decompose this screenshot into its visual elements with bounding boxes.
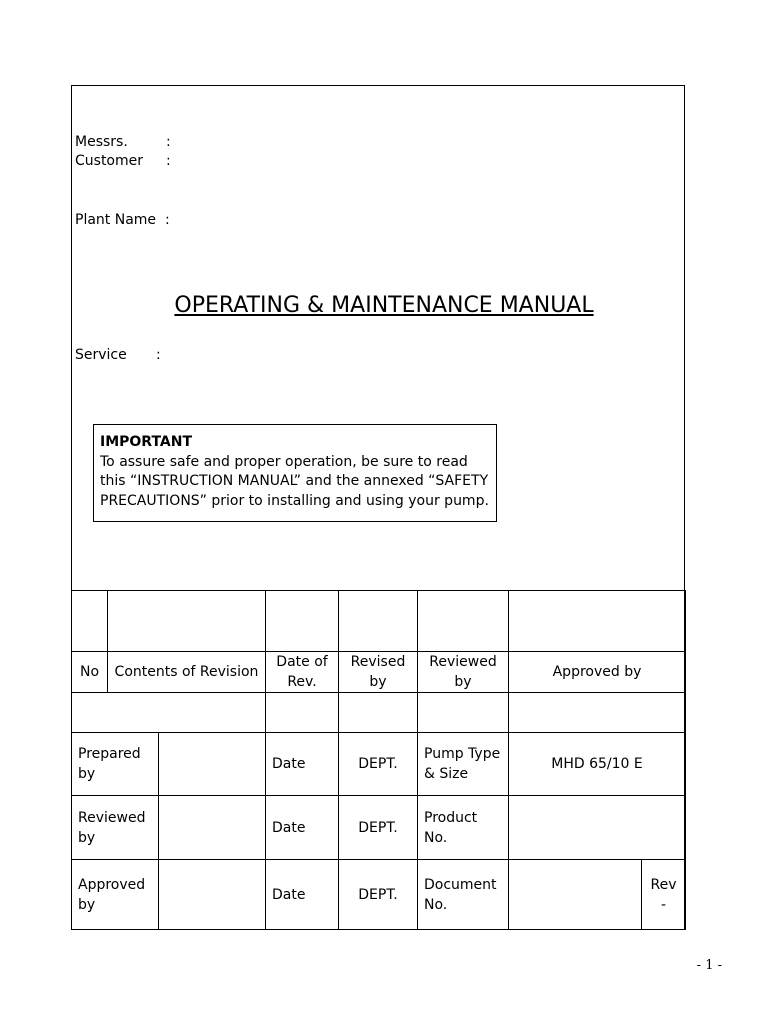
reviewed-by-value bbox=[159, 796, 266, 860]
important-line-1: To assure safe and proper operation, be sure to read bbox=[100, 453, 468, 470]
header-reviewed-by: Reviewed by bbox=[418, 652, 509, 693]
pump-type-value: MHD 65/10 E bbox=[509, 733, 686, 796]
messrs-colon: : bbox=[166, 134, 171, 150]
approved-row bbox=[72, 860, 686, 930]
document-no-label: Document No. bbox=[418, 860, 509, 930]
document-title: OPERATING & MAINTENANCE MANUAL bbox=[174, 293, 594, 318]
revision-header-row bbox=[72, 652, 686, 693]
reviewed-by-label: Reviewed by bbox=[72, 796, 159, 860]
header-no: No bbox=[72, 652, 108, 693]
document-no-value bbox=[509, 860, 642, 930]
prepared-by-label: Prepared by bbox=[72, 733, 159, 796]
revision-signoff-table bbox=[71, 590, 686, 930]
header-contents-of-revision: Contents of Revision bbox=[108, 652, 266, 693]
messrs-label: Messrs. bbox=[75, 134, 128, 150]
prepared-row bbox=[72, 733, 686, 796]
plant-name-colon: : bbox=[165, 212, 170, 228]
header-approved-by: Approved by bbox=[509, 652, 686, 693]
important-notice-box bbox=[93, 424, 497, 522]
customer-colon: : bbox=[166, 153, 171, 169]
product-no-label: Product No. bbox=[418, 796, 509, 860]
approved-date-label: Date bbox=[266, 860, 339, 930]
important-heading: IMPORTANT bbox=[100, 434, 193, 450]
product-no-value bbox=[509, 796, 686, 860]
header-revised-by: Revised by bbox=[339, 652, 418, 693]
approved-by-value bbox=[159, 860, 266, 930]
plant-name-label: Plant Name bbox=[75, 212, 157, 228]
reviewed-row bbox=[72, 796, 686, 860]
header-date-of-rev: Date of Rev. bbox=[266, 652, 339, 693]
prepared-dept-label: DEPT. bbox=[339, 733, 418, 796]
customer-label: Customer bbox=[75, 153, 144, 169]
prepared-date-label: Date bbox=[266, 733, 339, 796]
approved-by-label: Approved by bbox=[72, 860, 159, 930]
prepared-by-value bbox=[159, 733, 266, 796]
service-colon: : bbox=[156, 347, 161, 363]
approved-dept-label: DEPT. bbox=[339, 860, 418, 930]
revision-blank-row bbox=[72, 591, 686, 652]
reviewed-date-label: Date bbox=[266, 796, 339, 860]
important-line-2: this “INSTRUCTION MANUAL” and the annexed “SAFETY bbox=[100, 473, 489, 489]
pump-type-label: Pump Type & Size bbox=[418, 733, 509, 796]
revision-empty-row bbox=[72, 693, 686, 733]
page-number: - 1 - bbox=[696, 958, 722, 973]
important-line-3: PRECAUTIONS” prior to installing and using your pump. bbox=[100, 492, 489, 509]
service-label: Service bbox=[75, 347, 127, 363]
rev-label: Rev - bbox=[642, 860, 686, 930]
reviewed-dept-label: DEPT. bbox=[339, 796, 418, 860]
